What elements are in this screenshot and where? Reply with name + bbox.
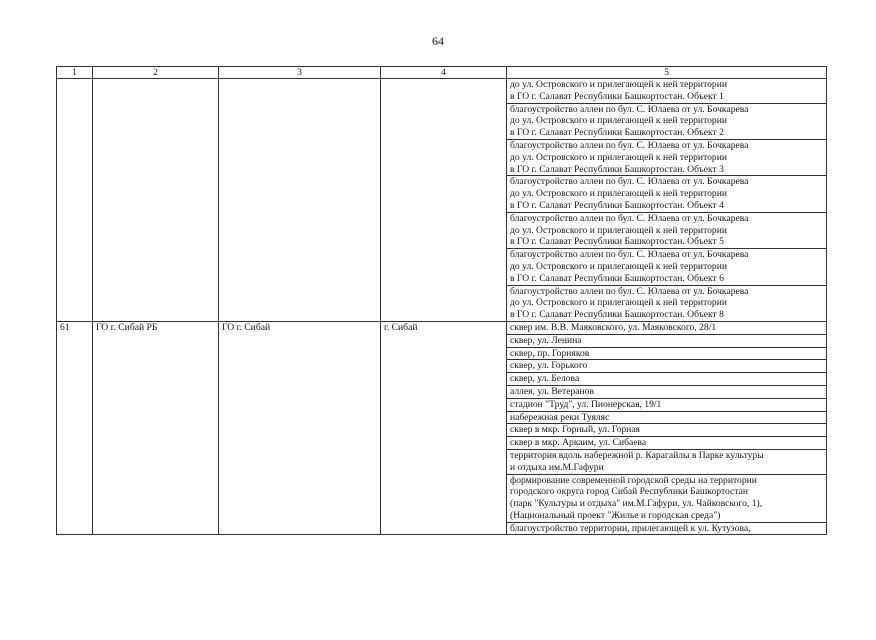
- object-cell: [507, 79, 827, 104]
- object-text-line: в ГО г. Салават Республики Башкортостан. Объект 8: [510, 309, 724, 321]
- object-text-line: сквер, ул. Ленина: [510, 334, 582, 346]
- empty-cell-col3: [219, 79, 381, 322]
- object-cell: [507, 347, 827, 360]
- object-text-line: в ГО г. Салават Республики Башкортостан. Объект 5: [510, 236, 724, 248]
- object-cell: [507, 373, 827, 386]
- object-text-line: в ГО г. Салават Республики Башкортостан. Объект 6: [510, 272, 724, 284]
- object-cell: [507, 385, 827, 398]
- empty-cell-col4: [381, 79, 507, 322]
- object-cell: [507, 437, 827, 450]
- column-number-3: 3: [219, 67, 381, 79]
- object-text-line: в ГО г. Салават Республики Башкортостан. Объект 1: [510, 90, 724, 102]
- object-cell: [507, 212, 827, 248]
- object-text-line: набережная реки Туяляс: [510, 411, 610, 423]
- object-text-line: в ГО г. Салават Республики Башкортостан. Объект 2: [510, 127, 724, 139]
- object-text-line: до ул. Островского и прилегающей к ней территории: [510, 115, 727, 127]
- object-text-line: благоустройство аллеи по бул. С. Юлаева от ул. Бочкарева: [510, 212, 749, 224]
- empty-cell-col2: [93, 79, 219, 322]
- column-number-2: 2: [93, 67, 219, 79]
- object-text-line: до ул. Островского и прилегающей к ней территории: [510, 151, 727, 163]
- empty-cell-col1: [57, 79, 93, 322]
- object-cell: [507, 360, 827, 373]
- object-text-line: до ул. Островского и прилегающей к ней территории: [510, 79, 727, 90]
- object-cell: [507, 474, 827, 522]
- settlement-cell: ГО г. Сибай: [219, 321, 381, 535]
- object-cell: [507, 285, 827, 321]
- object-text-line: до ул. Островского и прилегающей к ней территории: [510, 188, 727, 200]
- object-text-line: благоустройство аллеи по бул. С. Юлаева от ул. Бочкарева: [510, 103, 749, 115]
- object-text-line: до ул. Островского и прилегающей к ней территории: [510, 260, 727, 272]
- object-text-line: сквер в мкр. Аркаим, ул. Сибаева: [510, 437, 647, 449]
- object-text-line: до ул. Островского и прилегающей к ней территории: [510, 297, 727, 309]
- entry-number-cell: 61: [57, 321, 93, 535]
- object-text-line: сквер в мкр. Горный, ул. Горная: [510, 424, 640, 436]
- object-cell: [507, 103, 827, 139]
- municipality-cell: ГО г. Сибай РБ: [93, 321, 219, 535]
- object-text-line: формирование современной городской среды на территории: [510, 474, 757, 486]
- column-number-1: 1: [57, 67, 93, 79]
- object-text-line: благоустройство аллеи по бул. С. Юлаева от ул. Бочкарева: [510, 249, 749, 261]
- object-cell: [507, 411, 827, 424]
- object-text-line: благоустройство аллеи по бул. С. Юлаева от ул. Бочкарева: [510, 139, 749, 151]
- object-text-line: в ГО г. Салават Республики Башкортостан. Объект 3: [510, 163, 724, 175]
- page-number: 64: [432, 34, 444, 48]
- table-body: [57, 79, 827, 535]
- object-text-line: и отдыха им.М.Гафури: [510, 461, 604, 473]
- column-number-5: 5: [507, 67, 827, 79]
- object-cell: [507, 334, 827, 347]
- object-cell: [507, 176, 827, 212]
- registry-table: [56, 66, 827, 535]
- object-text-line: территория вдоль набережной р. Карагайлы в Парке культуры: [510, 449, 764, 461]
- object-text-line: сквер, ул. Белова: [510, 373, 580, 385]
- object-text-line: сквер, ул. Горького: [510, 360, 588, 372]
- object-cell: [507, 249, 827, 285]
- object-text-line: (парк "Культуры и отдыха" им.М.Гафури, ул. Чайковского, 1),: [510, 498, 763, 510]
- object-text-line: до ул. Островского и прилегающей к ней территории: [510, 224, 727, 236]
- table-row: [57, 79, 827, 104]
- object-cell: [507, 449, 827, 474]
- object-cell: [507, 398, 827, 411]
- object-cell: [507, 139, 827, 175]
- object-text-line: сквер, пр. Горняков: [510, 347, 590, 359]
- object-text-line: в ГО г. Салават Республики Башкортостан. Объект 4: [510, 199, 724, 211]
- object-cell: [507, 321, 827, 334]
- object-text-line: благоустройство аллеи по бул. С. Юлаева от ул. Бочкарева: [510, 285, 749, 297]
- object-cell: [507, 424, 827, 437]
- object-cell: [507, 522, 827, 535]
- object-text-line: сквер им. В.В. Маяковского, ул. Маяковского, 28/1: [510, 321, 717, 333]
- locality-cell: г. Сибай: [381, 321, 507, 535]
- object-text-line: стадион "Труд", ул. Пионерская, 19/1: [510, 398, 662, 410]
- object-text-line: благоустройство аллеи по бул. С. Юлаева от ул. Бочкарева: [510, 176, 749, 188]
- table-row: [57, 321, 827, 334]
- object-text-line: благоустройство территории, прилегающей к ул. Кутузова,: [510, 522, 751, 534]
- object-text-line: аллея, ул. Ветеранов: [510, 385, 594, 397]
- object-text-line: городского округа город Сибай Республики Башкортостан: [510, 486, 749, 498]
- object-text-line: (Национальный проект "Жилье и городская среда"): [510, 509, 721, 521]
- column-number-row: [57, 67, 827, 79]
- column-number-4: 4: [381, 67, 507, 79]
